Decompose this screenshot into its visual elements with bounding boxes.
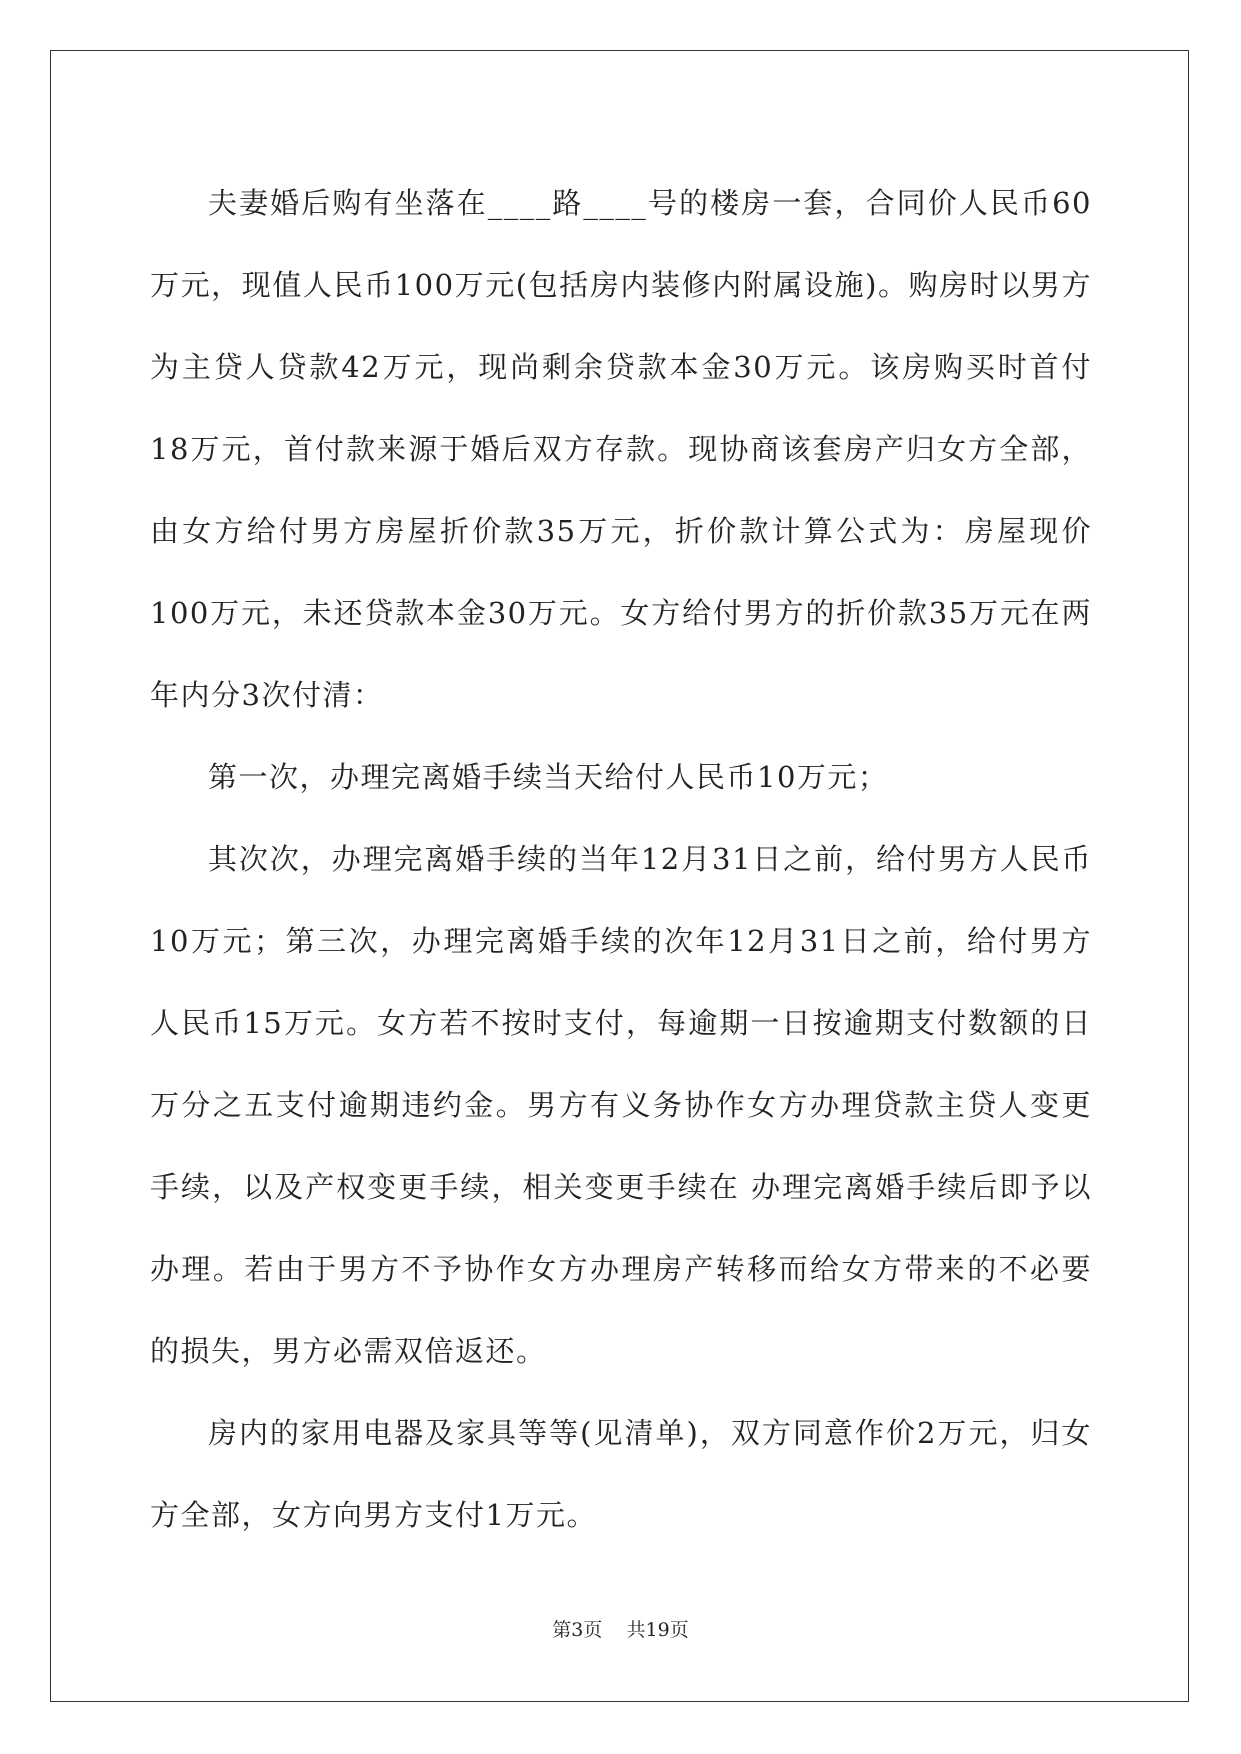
page-number: 第3页 bbox=[552, 1619, 603, 1641]
page-total: 共19页 bbox=[626, 1619, 689, 1641]
document-body bbox=[150, 162, 1092, 1556]
paragraph-appliances: 房内的家用电器及家具等等(见清单)，双方同意作价2万元，归女方全部，女方向男方支付1万元。 bbox=[150, 1416, 1092, 1532]
paragraph-house-division: 夫妻婚后购有坐落在____路____号的楼房一套，合同价人民币60万元，现值人民币100万元(包括房内装修内附属设施)。购房时以男方为主贷人贷款42万元，现尚剩余贷款本金30万元。该房购买时首付18万元，首付款来源于婚后双方存款。现协商该套房产归女方全部，由女方给付男方房屋折价款35万元，折价款计算公式为：房屋现价100万元，未还贷款本金30万元。女方给付男方的折价款35万元在两年内分3次付清： bbox=[150, 186, 1092, 712]
page-footer bbox=[0, 1618, 1241, 1642]
paragraph-second-third-payment: 其次次，办理完离婚手续的当年12月31日之前，给付男方人民币10万元；第三次，办理完离婚手续的次年12月31日之前，给付男方人民币15万元。女方若不按时支付，每逾期一日按逾期支付数额的日万分之五支付逾期违约金。男方有义务协作女方办理贷款主贷人变更手续，以及产权变更手续，相关变更手续在 办理完离婚手续后即予以办理。若由于男方不予协作女方办理房产转移而给女方带来的不必要的损失，男方必需双倍返还。 bbox=[150, 842, 1092, 1368]
paragraph-first-payment: 第一次，办理完离婚手续当天给付人民币10万元； bbox=[208, 760, 889, 794]
